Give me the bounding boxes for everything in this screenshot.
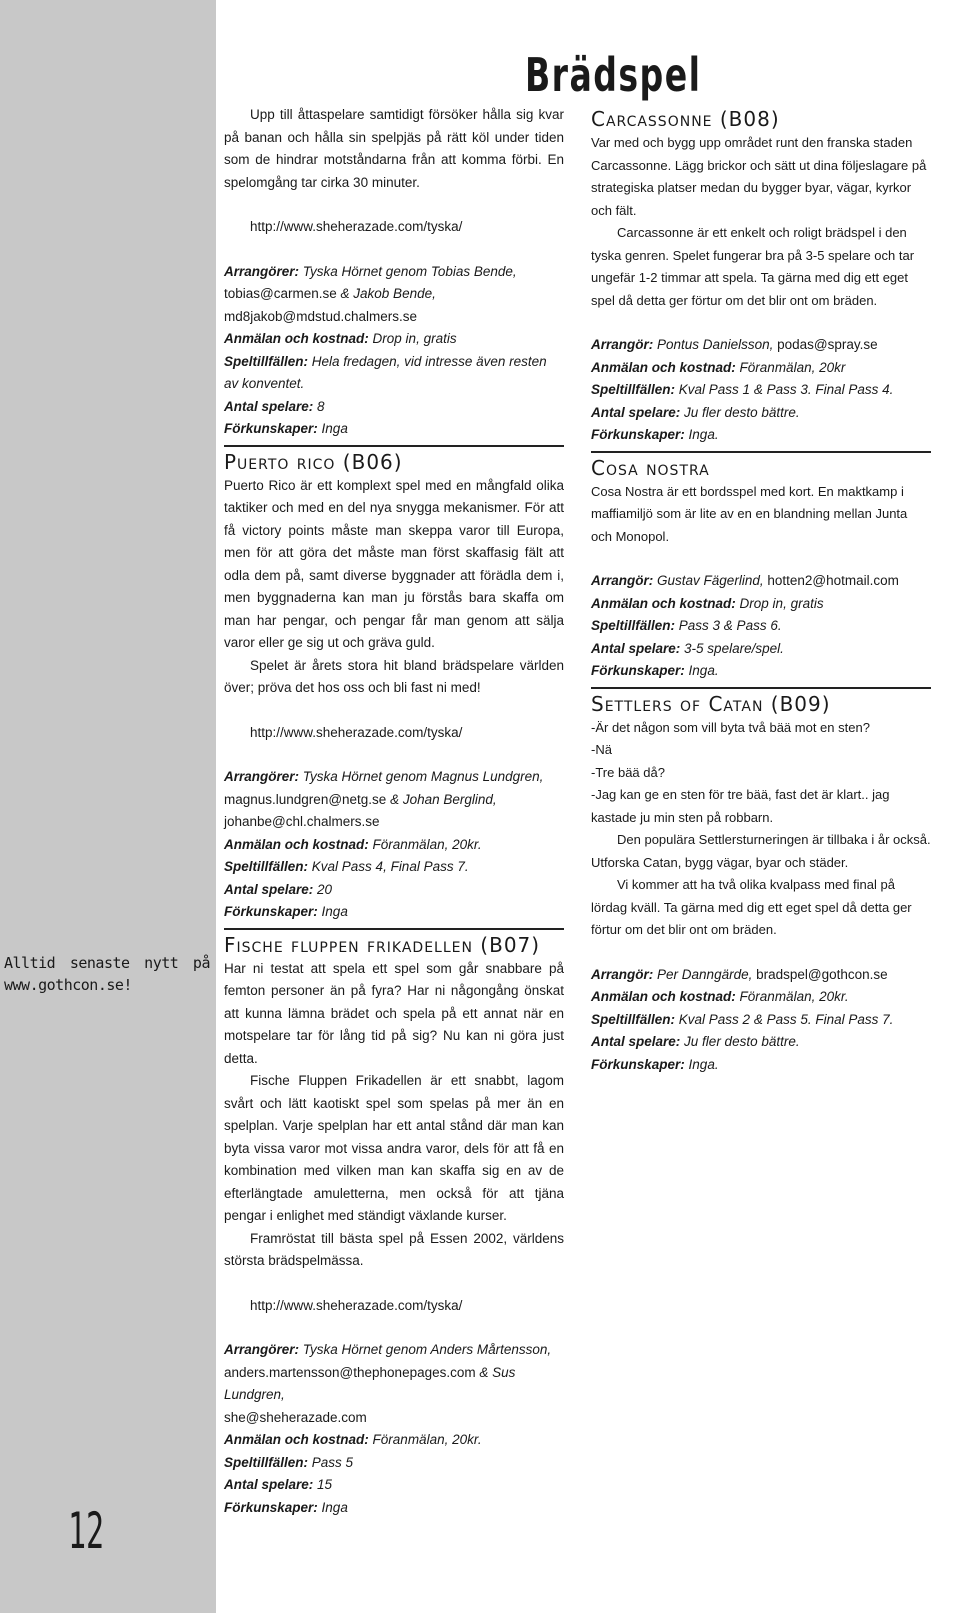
carcassonne-heading: Carcassonne (B08) xyxy=(591,107,780,131)
cosa-organizer: Arrangör: Gustav Fägerlind, hotten2@hotmail.com xyxy=(591,573,899,588)
puerto-rico-heading: Puerto rico (B06) xyxy=(224,449,403,474)
settlers-times: Speltillfällen: Kval Pass 2 & Pass 5. Final Pass 7. xyxy=(591,1011,894,1027)
fische-paragraph-1: Har ni testat att spela ett spel som går snabbare på femton personer än på fyra? Har ni någongång önskat att kunna lämna brädet och spela på ett annat när en motspelare tar för lång tid på sig? Nu kan ni göra just detta. xyxy=(224,960,564,1066)
intro-fee: Anmälan och kostnad: Drop in, gratis xyxy=(224,331,457,346)
sidebar xyxy=(0,0,216,1613)
fische-heading: Fische fluppen frikadellen (B07) xyxy=(224,932,541,957)
settlers-organizer: Arrangör: Per Danngärde, bradspel@gothcon.se xyxy=(591,966,888,982)
right-column xyxy=(591,104,931,1076)
intro-prereq: Förkunskaper: Inga xyxy=(224,421,348,436)
cosa-prereq: Förkunskaper: Inga. xyxy=(591,663,719,678)
puerto-paragraph-2: Spelet är årets stora hit bland brädspelare världen över; pröva det hos oss och bli fast ni med! xyxy=(224,657,564,695)
left-column xyxy=(224,104,564,1519)
puerto-players: Antal spelare: 20 xyxy=(224,881,333,897)
email-link[interactable]: she@sheherazade.com xyxy=(224,1409,367,1425)
settlers-paragraph-1: Den populära Settlersturneringen är tillbaka i år också. Utforska Catan, bygg vägar, byar och städer. xyxy=(591,832,931,870)
puerto-url[interactable]: http://www.sheherazade.com/tyska/ xyxy=(250,724,463,740)
settlers-dialogue-2: -Nä xyxy=(591,742,612,757)
email-link[interactable]: md8jakob@mdstud.chalmers.se xyxy=(224,308,418,324)
settlers-prereq: Förkunskaper: Inga. xyxy=(591,1056,719,1072)
cosa-paragraph-1: Cosa Nostra är ett bordsspel med kort. En maktkamp i maffiamiljö som är lite av en en blandning mellan Junta och Monopol. xyxy=(591,483,908,544)
carcassonne-paragraph-1: Var med och bygg upp området runt den franska staden Carcassonne. Lägg brickor och sätt ut dina följeslagare på strategiska platser medan du bygger byar, vägar, kyrkor och fält. xyxy=(591,135,927,218)
fische-prereq: Förkunskaper: Inga xyxy=(224,1499,348,1515)
fische-url[interactable]: http://www.sheherazade.com/tyska/ xyxy=(250,1297,463,1313)
cosa-fee: Anmälan och kostnad: Drop in, gratis xyxy=(591,595,824,611)
fische-paragraph-3: Framröstat till bästa spel på Essen 2002, världens största brädspelmässa. xyxy=(224,1230,564,1268)
carcassonne-players: Antal spelare: Ju fler desto bättre. xyxy=(591,404,800,420)
cosa-players: Antal spelare: 3-5 spelare/spel. xyxy=(591,640,784,656)
carcassonne-times: Speltillfällen: Kval Pass 1 & Pass 3. Final Pass 4. xyxy=(591,382,894,397)
settlers-players: Antal spelare: Ju fler desto bättre. xyxy=(591,1034,800,1049)
puerto-fee: Anmälan och kostnad: Föranmälan, 20kr. xyxy=(224,836,482,852)
settlers-heading: Settlers of Catan (B09) xyxy=(591,691,831,716)
carcassonne-fee: Anmälan och kostnad: Föranmälan, 20kr xyxy=(591,359,846,375)
puerto-paragraph-1: Puerto Rico är ett komplext spel med en mångfald olika taktiker och med en del nya snygga mekanismer. För att få victory points måste man skeppa varor till Europa, men för att göra det måste man först skaffasig fält att odla dem på, samt diverse byggnader att förädla dem i, men byggnaderna kan man ju förstås bara skaffa om man har pengar, och pengar får man genom att sälja varor eller ge sig ut och gräva guld. xyxy=(224,477,564,650)
intro-organizers: Arrangörer: Tyska Hörnet genom Tobias Bende, tobias@carmen.se & Jakob Bende, md8jakob@mdstud.chalmers.se xyxy=(224,263,517,324)
fische-organizers: Arrangörer: Tyska Hörnet genom Anders Mårtensson, anders.martensson@thephonepages.com & Sus Lundgren, she@sheherazade.com xyxy=(224,1342,552,1425)
cosa-times: Speltillfällen: Pass 3 & Pass 6. xyxy=(591,618,782,633)
email-link[interactable]: tobias@carmen.se xyxy=(224,286,337,301)
email-link[interactable]: johanbe@chl.chalmers.se xyxy=(224,814,380,829)
email-link[interactable]: hotten2@hotmail.com xyxy=(767,573,899,588)
email-link[interactable]: podas@spray.se xyxy=(777,337,878,352)
carcassonne-paragraph-2: Carcassonne är ett enkelt och roligt brädspel i den tyska genren. Spelet fungerar bra på 3-5 spelare och tar ungefär 1-2 timmar att spela. Ta gärna med dig ett eget spel då detta ger förtur om det blir ont om bräden. xyxy=(591,225,915,308)
fische-paragraph-2: Fische Fluppen Frikadellen är ett snabbt, lagom svårt och lätt kaotiskt spel som spelas på mer än en spelplan. Varje spelplan har ett antal stånd där man kan byta vissa varor mot vissa andra varor, dels för att få en kombination med vilken man kan skaffa sig en av de efterlängtade amuletterna, men också för att tjäna pengar i enlighet med ständigt växlande kurser. xyxy=(224,1073,564,1223)
intro-times: Speltillfällen: Hela fredagen, vid intresse även resten av konventet. xyxy=(224,353,547,391)
organizers-label: Arrangörer: xyxy=(224,263,300,279)
settlers-paragraph-2: Vi kommer att ha två olika kvalpass med final på lördag kväll. Ta gärna med dig ett eget spel då detta ger förtur om det blir ont om bräden. xyxy=(591,877,912,937)
settlers-fee: Anmälan och kostnad: Föranmälan, 20kr. xyxy=(591,989,849,1004)
settlers-dialogue-4: -Jag kan ge en sten för tre bää, fast det är klart.. jag kastade ju min sten på robbarn. xyxy=(591,787,890,825)
intro-paragraph: Upp till åttaspelare samtidigt försöker hålla sig kvar på banan och hålla sin spelpjäs på rätt köl under tiden som de hindrar motståndarna från att komma förbi. En spelomgång tar cirka 30 minuter. xyxy=(224,107,564,190)
puerto-organizers: Arrangörer: Tyska Hörnet genom Magnus Lundgren, magnus.lundgren@netg.se & Johan Berglind, johanbe@chl.chalmers.se xyxy=(224,769,544,829)
page-title: Brädspel xyxy=(525,48,702,102)
puerto-prereq: Förkunskaper: Inga xyxy=(224,904,348,919)
fische-players: Antal spelare: 15 xyxy=(224,1477,333,1492)
email-link[interactable]: magnus.lundgren@netg.se xyxy=(224,791,387,807)
email-link[interactable]: bradspel@gothcon.se xyxy=(756,966,888,982)
fische-fee: Anmälan och kostnad: Föranmälan, 20kr. xyxy=(224,1432,482,1447)
email-link[interactable]: anders.martensson@thephonepages.com xyxy=(224,1364,476,1380)
settlers-dialogue-3: -Tre bää då? xyxy=(591,764,665,780)
carcassonne-organizer: Arrangör: Pontus Danielsson, podas@spray.se xyxy=(591,337,878,352)
puerto-times: Speltillfällen: Kval Pass 4, Final Pass 7. xyxy=(224,859,469,874)
cosa-nostra-heading: Cosa nostra xyxy=(591,455,710,480)
settlers-dialogue-1: -Är det någon som vill byta två bää mot en sten? xyxy=(591,719,870,735)
page-number: 12 xyxy=(68,1502,105,1560)
intro-url[interactable]: http://www.sheherazade.com/tyska/ xyxy=(250,219,463,234)
fische-times: Speltillfällen: Pass 5 xyxy=(224,1454,354,1470)
carcassonne-prereq: Förkunskaper: Inga. xyxy=(591,427,719,442)
intro-players: Antal spelare: 8 xyxy=(224,398,325,414)
sidebar-note: Alltid senaste nytt på www.gothcon.se! xyxy=(4,954,210,994)
